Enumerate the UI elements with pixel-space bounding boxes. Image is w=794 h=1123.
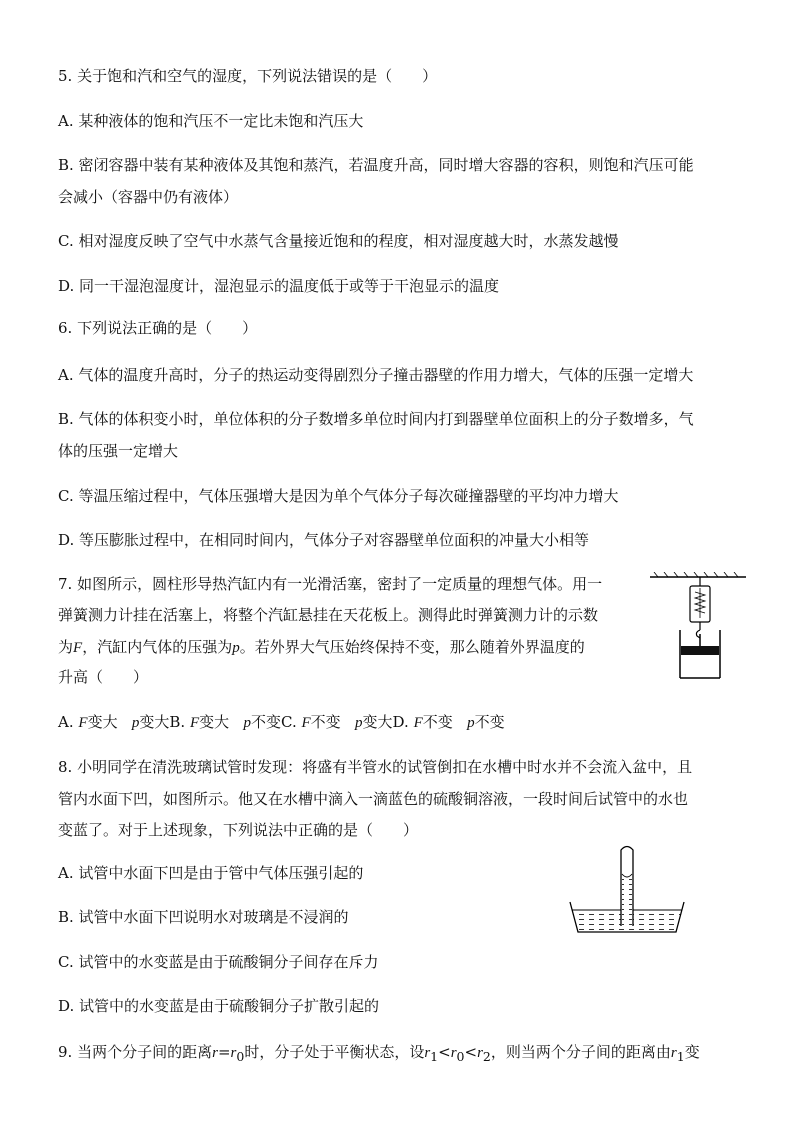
q6-option-a: A. 气体的温度升高时，分子的热运动变得剧烈分子撞击器壁的作用力增大，气体的压强一定增大: [58, 366, 694, 384]
var-r0-b: r: [450, 1045, 457, 1061]
q9-text-a: 9. 当两个分子间的距离: [58, 1043, 213, 1061]
var-p: p: [232, 640, 240, 656]
sub-1-b: 1: [676, 1049, 685, 1064]
q8-test-tube-figure: [568, 842, 686, 934]
q5-option-b-line2: 会减小（容器中仍有液体）: [58, 188, 239, 206]
var-r: r: [212, 1045, 218, 1061]
q7-line2: 弹簧测力计挂在活塞上，将整个汽缸悬挂在天花板上。测得此时弹簧测力计的示数: [58, 606, 599, 624]
q7-line3-c: 。若外界大气压始终保持不变，那么随着外界温度的: [239, 638, 585, 656]
var-r1-b: r: [670, 1045, 677, 1061]
q9-lt2: <: [464, 1043, 478, 1061]
q5-option-c: C. 相对湿度反映了空气中水蒸气含量接近饱和的程度，相对湿度越大时，水蒸发越慢: [58, 232, 619, 250]
q8-line1: 8. 小明同学在清洗玻璃试管时发现：将盛有半管水的试管倒扣在水槽中时水并不会流入盆中，且: [58, 758, 693, 776]
q7-option-d-label: D.: [392, 713, 409, 731]
q6-option-b-line1: B. 气体的体积变小时，单位体积的分子数增多单位时间内打到器壁单位面积上的分子数增多，气: [58, 410, 694, 428]
q6-option-c: C. 等温压缩过程中，气体压强增大是因为单个气体分子每次碰撞器壁的平均冲力增大: [58, 487, 619, 505]
q6-stem: 6. 下列说法正确的是（ ）: [58, 319, 258, 337]
sub-0: 0: [236, 1049, 245, 1064]
q9-text-c: ，则当两个分子间的距离由: [490, 1043, 671, 1061]
q7-option-c-f: 不变: [310, 713, 341, 731]
var-p: p: [355, 715, 363, 731]
q9-text-d: 变: [684, 1043, 700, 1061]
var-p: p: [467, 715, 475, 731]
q9-line1: [58, 1042, 700, 1067]
q7-option-b-p: 不变: [250, 713, 281, 731]
var-F: F: [189, 715, 200, 731]
q8-option-a: A. 试管中水面下凹是由于管中气体压强引起的: [58, 864, 364, 882]
q7-option-a-p: 变大: [139, 713, 170, 731]
q6-option-b-line2: 体的压强一定增大: [58, 442, 179, 460]
q9-lt1: <: [438, 1043, 451, 1061]
q5-option-a: A. 某种液体的饱和汽压不一定比未饱和汽压大: [58, 112, 364, 130]
q8-line3: 变蓝了。对于上述现象，下列说法中正确的是（ ）: [58, 821, 419, 839]
var-r2: r: [477, 1045, 483, 1061]
q9-text-b: 时，分子处于平衡状态，设: [244, 1043, 425, 1061]
q7-line3-a: 为: [58, 638, 74, 656]
q7-line3: [58, 637, 585, 658]
q7-line4: 升高（ ）: [58, 668, 149, 686]
var-r0: r: [230, 1045, 237, 1061]
q7-line3-b: ，汽缸内气体的压强为: [82, 638, 233, 656]
q7-option-a-f: 变大: [87, 713, 118, 731]
var-F: F: [301, 715, 311, 731]
q7-cylinder-figure: [648, 572, 748, 680]
q7-option-d-f: 不变: [422, 713, 453, 731]
q7-option-c-p: 变大: [362, 713, 393, 731]
q7-options: [58, 712, 505, 733]
q5-option-b-line1: B. 密闭容器中装有某种液体及其饱和蒸汽，若温度升高，同时增大容器的容积，则饱和汽压可能: [58, 156, 694, 174]
var-F: F: [78, 715, 88, 731]
sub-1: 1: [430, 1049, 439, 1064]
q6-option-d: D. 等压膨胀过程中，在相同时间内，气体分子对容器壁单位面积的冲量大小相等: [58, 531, 590, 549]
q8-option-c: C. 试管中的水变蓝是由于硫酸铜分子间存在斥力: [58, 953, 379, 971]
q8-option-b: B. 试管中水面下凹说明水对玻璃是不浸润的: [58, 908, 349, 926]
q7-option-b-f: 变大: [199, 713, 230, 731]
var-p: p: [131, 715, 140, 731]
q8-line2: 管内水面下凹，如图所示。他又在水槽中滴入一滴蓝色的硫酸铜溶液，一段时间后试管中的水也: [58, 790, 689, 808]
q5-stem: 5. 关于饱和汽和空气的湿度，下列说法错误的是（ ）: [58, 67, 438, 85]
q7-option-a-label: A.: [58, 713, 74, 731]
var-r1: r: [424, 1045, 431, 1061]
q7-line1: 7. 如图所示，圆柱形导热汽缸内有一光滑活塞，密封了一定质量的理想气体。用一: [58, 575, 603, 593]
q7-option-c-label: C.: [281, 713, 297, 731]
q7-option-d-p: 不变: [474, 713, 505, 731]
var-p: p: [243, 715, 251, 731]
sub-2: 2: [482, 1049, 491, 1064]
q7-option-b-label: B.: [169, 713, 186, 731]
q5-option-d: D. 同一干湿泡湿度计，湿泡显示的温度低于或等于干泡显示的温度: [58, 277, 500, 295]
q9-eq: =: [217, 1043, 231, 1061]
sub-0-b: 0: [456, 1049, 465, 1064]
q8-option-d: D. 试管中的水变蓝是由于硫酸铜分子扩散引起的: [58, 997, 380, 1015]
var-F: F: [413, 715, 423, 731]
var-F: F: [73, 640, 83, 656]
